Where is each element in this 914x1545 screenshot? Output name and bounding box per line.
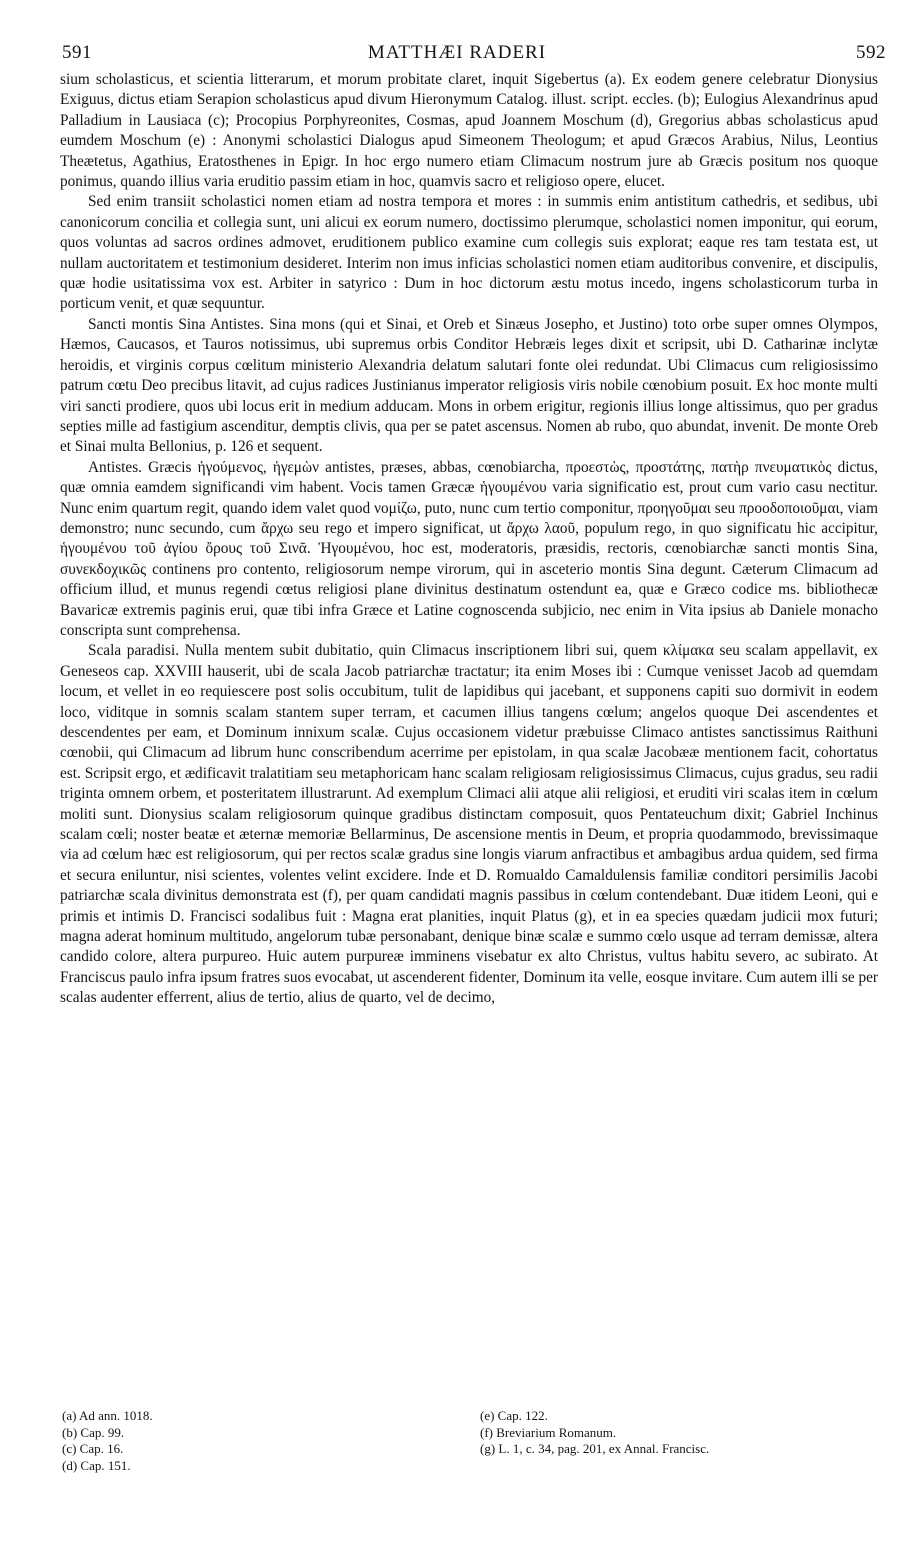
footnote-d: (d) Cap. 151. <box>62 1457 131 1473</box>
paragraph-sancti-montis-sina: Sancti montis Sina Antistes. Sina mons (qui et Sinai, et Oreb et Sinæus Josepho, et Justino) toto orbe super omnes Olympos, Hæmos, Caucasos, et Tauros notissimus, ubi supremus orbis Conditor Hebræis leges dixit et scripsit, ubi D. Catharinæ inclytæ heroidis, et virginis corpus cœlitum ministerio Alexandria delatum salutari fonte olei redundat. Ubi Climacus cum religiosissimo patrum cœtu Deo precibus litavit, ad cujus radices Justinianus imperator religiosis viris nobile cœnobium posuit. Ex hoc monte multi viri sancti prodiere, quos ubi locus erit in medium adducam. Mons in orbem erigitur, regionis illius longe altissimus, quo per gradus septies mille ad fastigium ascenditur, demptis clivis, qua per se patet ascensus. Nomen ab rubo, quo abundat, invenit. De monte Oreb et Sinai multa Bellonius, p. 126 et sequent. <box>60 315 878 456</box>
footnote-g: (g) L. 1, c. 34, pag. 201, ex Annal. Francisc. <box>480 1441 710 1456</box>
footnote-f: (f) Breviarium Romanum. <box>480 1424 617 1440</box>
footnotes-left-column <box>62 1408 442 1474</box>
footnote-a: (a) Ad ann. 1018. <box>62 1408 153 1423</box>
page-header <box>0 0 914 70</box>
page-number-right: 592 <box>856 42 886 63</box>
footnote-e: (e) Cap. 122. <box>480 1408 548 1423</box>
paragraph-nomen-scholastici: Sed enim transiit scholastici nomen etiam ad nostra tempora et mores : in summis enim antistitum cathedris, et sedibus, ubi canonicorum concilia et collegia sunt, uni alicui ex eorum numero, doctissimo plerumque, scholastici nomen imponitur, qui eorum, quos voluntas ad sacros ordines admovet, eruditionem publico examine cum collegis suis explorat; eaque res tam testata est, ut nullam auctoritatem et testimonium desideret. Interim non imus inficias scholastici nomen etiam auditoribus convenire, et discipulis, quæ hodie usitatissima vox est. Arbiter in satyrico : Dum in hoc dictorum æstu motus incedo, ingens scholasticorum turba in porticum venit, et quæ sequuntur. <box>60 193 878 313</box>
footnote-b: (b) Cap. 99. <box>62 1424 125 1440</box>
page-number-left: 591 <box>62 42 92 63</box>
paragraph-scholasticus: sium scholasticus, et scientia litterarum, et morum probitate claret, inquit Sigebertus (a). Ex eodem genere celebratur Dionysius Exiguus, dictus etiam Serapion scholasticus apud divum Hieronymum Catalog. illust. script. eccles. (b); Eulogius Alexandrinus apud Palladium in Lausiaca (c); Procopius Porphyreonites, Cosmas, apud Joannem Moschum (d), Gregorius abbas scholasticus apud eumdem Moschum (e) : Anonymi scholastici Dialogus apud Simeonem Theologum; et apud Græcos Arabius, Nilus, Leontius Theætetus, Agathius, Eratosthenes in Epigr. In hoc ergo numero etiam Climacum nostrum jure ab Græcis positum nos quoque ponimus, quando illius varia eruditio passim etiam in hoc, quamvis sacro et religioso opere, elucet. <box>60 71 878 191</box>
footnote-c: (c) Cap. 16. <box>62 1441 124 1456</box>
body-text <box>60 70 878 1009</box>
footnotes <box>60 1408 880 1488</box>
running-title: MATTHÆI RADERI <box>367 42 547 63</box>
footnotes-right-column <box>480 1408 880 1458</box>
paragraph-antistes: Antistes. Græcis ἡγούμενος, ἡγεμὼν antistes, præses, abbas, cœnobiarcha, προεστὼς, προστάτης, πατὴρ πνευματικὸς dictus, quæ omnia eamdem significandi vim habent. Vocis tamen Græcæ ἡγουμένου varia significatio est, prout cum vario casu nectitur. Nunc enim quartum regit, quando idem valet quod νομίζω, puto, nunc cum tertio componitur, προηγοῦμαι seu προοδοποιοῦμαι, viam demonstro; nunc secundo, cum ἄρχω seu rego et impero significat, ut ἄρχω λαοῦ, populum rego, in quo significatu hic accipitur, ἡγουμένου τοῦ ἁγίου ὄρους τοῦ Σινᾶ. Ἡγουμένου, hoc est, moderatoris, præsidis, rectoris, cœnobiarchæ sancti montis Sina, συνεκδοχικῶς continens pro contento, religiosorum nempe virorum, qui in asceterio montis Sina degunt. Cæterum Climacum ad officium illud, et munus regendi cœtus religiosi plane divinitus destinatum ostendunt ea, quæ e Græco codice ms. bibliothecæ Bavaricæ extremis paginis erui, quæ tibi infra Græce et Latine cognoscenda subjicio, nec enim in Vita ipsius ab Daniele monacho conscripta sunt comprehensa. <box>60 458 878 639</box>
paragraph-scala-paradisi: Scala paradisi. Nulla mentem subit dubitatio, quin Climacus inscriptionem libri sui, quem κλίμακα seu scalam appellavit, ex Geneseos cap. XXVIII hauserit, ubi de scala Jacob patriarchæ tractatur; ita enim Moses ibi : Cumque venisset Jacob ad quemdam locum, et vellet in eo requiescere post solis occubitum, tulit de lapidibus qui jacebant, et supponens capiti suo dormivit in eodem loco, viditque in somnis scalam stantem super terram, et cacumen illius tangens cœlum; angelos quoque Dei ascendentes et descendentes per eam, et Dominum innixum scalæ. Cujus occasionem videtur præbuisse Climaco antistes sanctissimus Raithuni cœnobii, qui Climacum ad librum hunc conscribendum acerrime per epistolam, in qua scalæ Jacobææ mentionem facit, cohortatus est. Scripsit ergo, et ædificavit tralatitiam seu metaphoricam hanc scalam religiosam religiosissimus Climacus, cujus gradus, seu radii triginta omnem orbem, et posteritatem illustrarunt. Ad exemplum Climaci alii atque alii religiosi, et eruditi viri scalas item in cœlum moliti sunt. Dionysius scalam religiosorum quinque gradibus distinctam composuit, quos Pentateuchum dixit; Gabriel Inchinus scalam cœli; noster beatæ et æternæ memoriæ Bellarminus, De ascensione mentis in Deum, et propria quodammodo, brevissimaque via ad cœlum hæc est religiosorum, qui per rectos scalæ gradus sine longis viarum anfractibus et ambagibus ardua quidem, sed firma et secura eniluntur, nisi scientes, volentes velint excidere. Inde et D. Romualdo Camaldulensis familiæ conditori persimilis Jacobi patriarchæ scala divinitus demonstrata est (f), per quam candidati magnis passibus in cœlum contendebant. Duæ itidem Leoni, qui e primis et intimis D. Francisci sodalibus fuit : Magna erat planities, inquit Platus (g), et in ea species quædam judicii mox futuri; magna aderat hominum multitudo, angelorum tubæ personabant, denique binæ scalæ e summo cœlo usque ad terram demissæ, altera candido colore, altera purpureo. Huic autem purpureæ imminens visebatur ex alto Christus, vultus habitu severo, ac subirato. At Franciscus paulo infra ipsum fratres suos evocabat, ut ascenderent fidenter, Dominum ita velle, eosque invitare. Cum autem illi se per scalas audenter efferrent, alius de tertio, alius de quarto, vel de decimo, <box>60 642 878 1007</box>
